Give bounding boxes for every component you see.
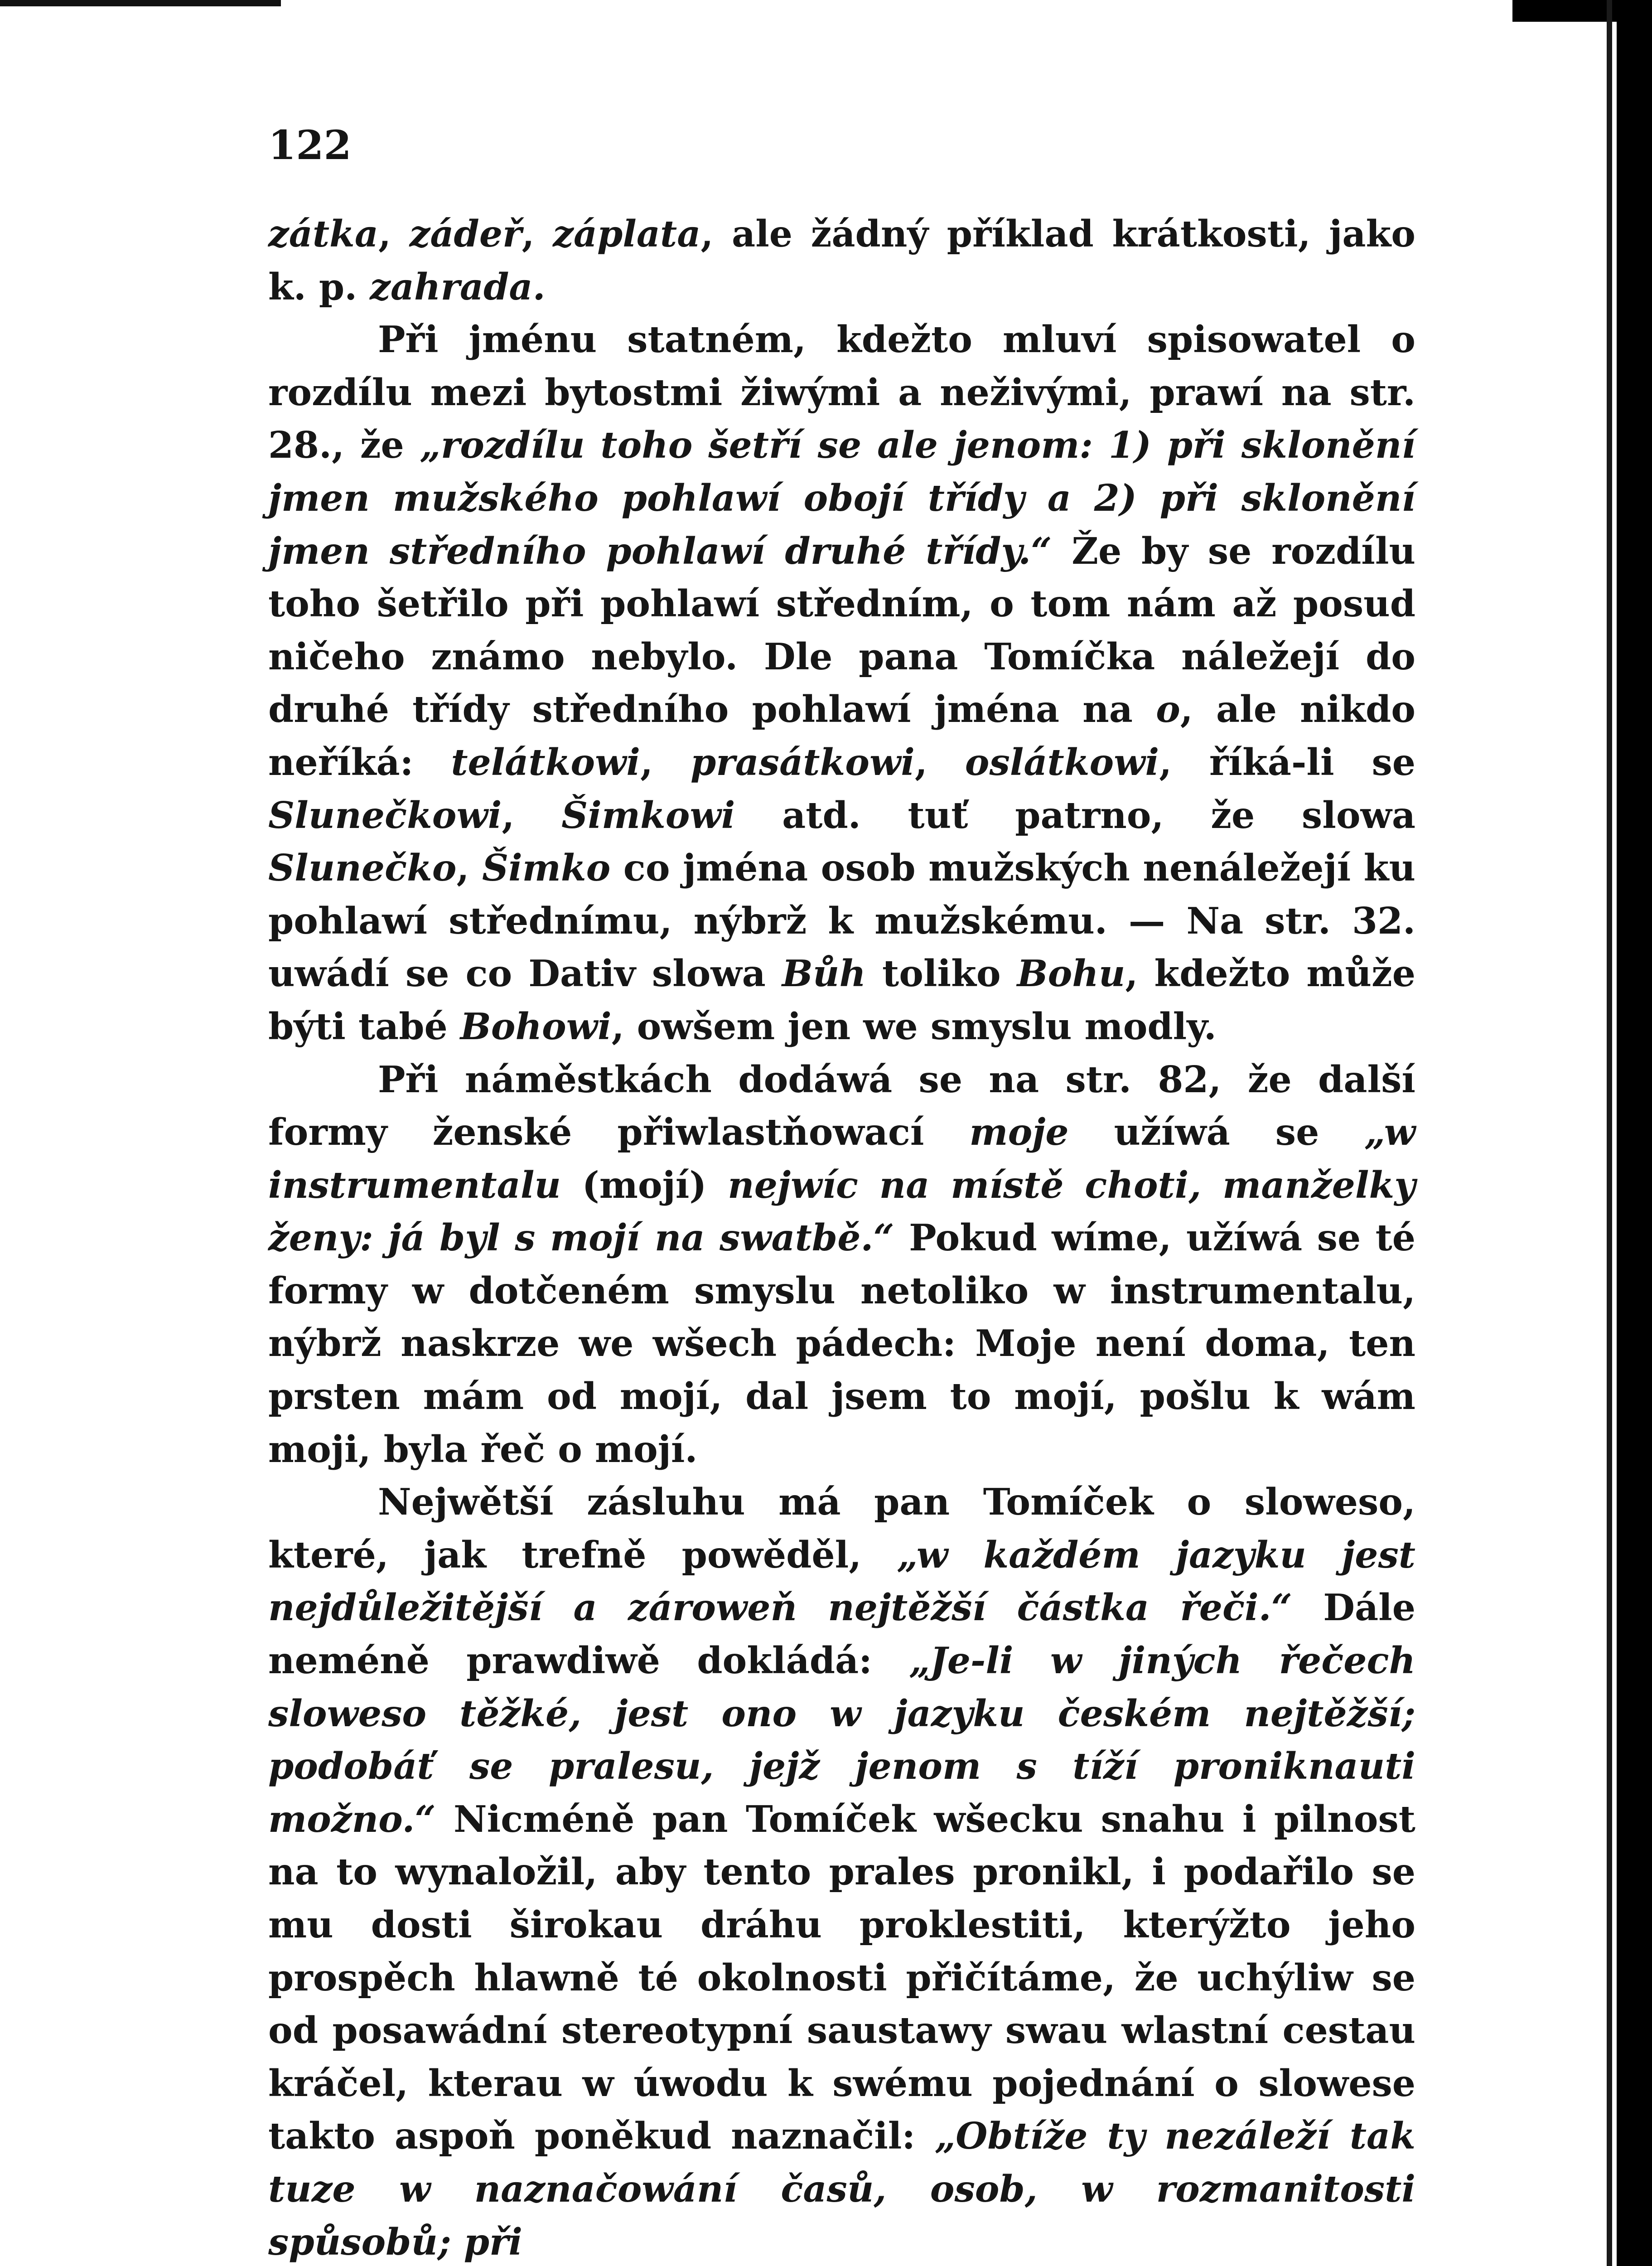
- text-run: Pokud wíme, užíwá se té formy w dotčeném smyslu netoliko w instrumentalu, nýbrž naskrze we wšech pádech: Moje není doma, ten prsten mám od mojí, dal jsem to mojí, pošlu k wám moji, byla řeč o mojí.: [268, 1216, 1415, 1471]
- italic-run: o: [1156, 688, 1180, 731]
- text-run: , kdežto může býti tabé: [268, 952, 1415, 1048]
- italic-run: „rozdílu toho šetří se ale jenom: 1) při sklonění jmen mužského pohlawí obojí třídy a 2) při sklonění jmen středního pohlawí druhé třídy.“: [268, 423, 1415, 572]
- paragraph-3: [268, 1053, 1415, 1476]
- scan-edge-right: [1617, 0, 1652, 2266]
- text-run: ,: [502, 793, 562, 837]
- italic-run: „Obtíže ty nezáleží tak tuze w naznačowání časů, osob, w rozmanitosti spůsobů; při: [268, 2114, 1415, 2263]
- italic-run: zátka: [268, 212, 378, 255]
- text-run: ,: [456, 846, 482, 890]
- paragraph-4: [268, 1476, 1415, 2266]
- text-run: ,: [378, 212, 410, 255]
- italic-run: zádeř: [409, 212, 522, 255]
- text-run: Dále neméně prawdiwě dokládá:: [268, 1586, 1415, 1682]
- text-run: , ale žádný příklad krátkosti, jako k. p.: [268, 212, 1415, 308]
- italic-run: Šimko: [482, 846, 611, 890]
- text-run: Nejwětší zásluhu má pan Tomíček o sloweso, které, jak trefně powěděl,: [268, 1480, 1415, 1576]
- text-run: , owšem jen we smyslu modly.: [611, 1004, 1217, 1048]
- italic-run: „Je-li w jiných řečech sloweso těžké, jest ono w jazyku českém nejtěžší; podobáť se pralesu, jejž jenom s tíží proniknauti možno.“: [268, 1639, 1415, 1840]
- text-run: , ale nikdo neříká:: [268, 688, 1415, 784]
- text-run: Při náměstkách dodáwá se na str. 82, že další formy ženské přiwlastňowací: [268, 1057, 1415, 1154]
- italic-run: Šimkowi: [561, 793, 735, 837]
- italic-run: prasátkowi: [690, 740, 915, 784]
- italic-run: telátkowi: [451, 740, 640, 784]
- scan-edge-top: [0, 0, 281, 6]
- italic-run: Bůh: [782, 952, 866, 995]
- text-run: Při jménu statném, kdežto mluví spisowatel o rozdílu mezi bytostmi žiwými a neživými, prawí na str. 28., že: [268, 318, 1415, 467]
- page-number: 122: [268, 121, 352, 169]
- scan-edge-top-right: [1512, 0, 1617, 22]
- text-run: (mojí): [560, 1163, 728, 1206]
- italic-run: Bohowi: [460, 1004, 612, 1048]
- text-run: Že by se rozdílu toho šetřilo při pohlawí středním, o tom nám až posud ničeho známo nebylo. Dle pana Tomíčka náležejí do druhé třídy středního pohlawí jména na: [268, 529, 1415, 731]
- italic-run: Slunečkowi: [268, 793, 502, 837]
- italic-run: oslátkowi: [965, 740, 1159, 784]
- italic-run: „w instrumentalu: [268, 1110, 1415, 1206]
- text-run: ,: [640, 740, 691, 784]
- text-run: ,: [914, 740, 965, 784]
- italic-run: Slunečko: [268, 846, 457, 890]
- body-text: [268, 208, 1415, 2266]
- italic-run: Bohu: [1017, 952, 1125, 995]
- italic-run: zahrada.: [370, 265, 546, 308]
- paragraph-1: [268, 208, 1415, 313]
- text-run: ,: [522, 212, 553, 255]
- text-run: užíwá se: [1068, 1110, 1365, 1154]
- paragraph-2: [268, 313, 1415, 1053]
- text-run: atd. tuť patrno, že slowa: [735, 793, 1415, 837]
- text-run: co jména osob mužských nenáležejí ku pohlawí střednímu, nýbrž k mužskému. — Na str. 32. uwádí se co Dativ slowa: [268, 846, 1415, 995]
- italic-run: nejwíc na místě choti, manželky ženy: já byl s mojí na swatbě.“: [268, 1163, 1415, 1259]
- text-run: toliko: [865, 952, 1017, 995]
- text-run: , říká-li se: [1159, 740, 1415, 784]
- italic-run: moje: [969, 1110, 1069, 1154]
- italic-run: záplata: [553, 212, 701, 255]
- italic-run: „w každém jazyku jest nejdůležitější a zároweň nejtěžší částka řeči.“: [268, 1533, 1415, 1629]
- text-run: Nicméně pan Tomíček wšecku snahu i pilnost na to wynaložil, aby tento prales pronikl, i podařilo se mu dosti širokau dráhu proklestiti, kterýžto jeho prospěch hlawně té okolnosti přičítáme, že uchýliw se od posawádní stereotypní saustawy swau wlastní cestau kráčel, kterau w úwodu k swému pojednání o slowese takto aspoň poněkud naznačil:: [268, 1797, 1415, 2158]
